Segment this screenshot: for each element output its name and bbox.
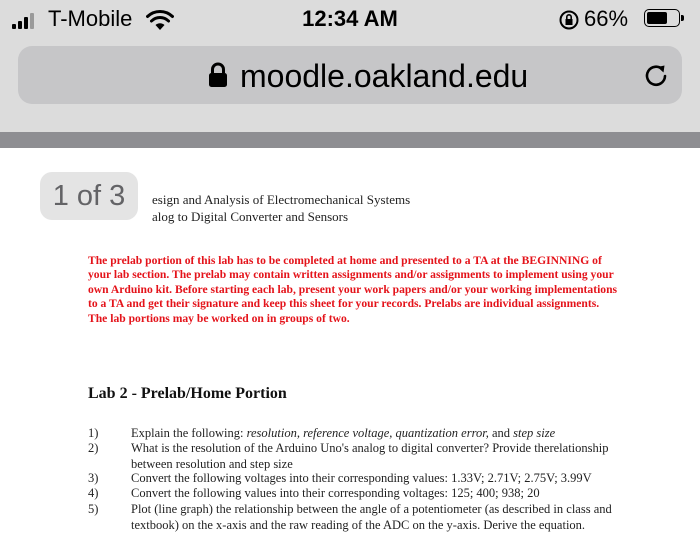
course-title: esign and Analysis of Electromechanical Systems bbox=[152, 192, 411, 207]
battery-percentage: 66% bbox=[584, 6, 629, 31]
item-text: and bbox=[488, 426, 514, 440]
status-bar bbox=[0, 0, 700, 40]
item-terms: step size bbox=[513, 426, 556, 440]
list-item: Convert the following values into their corresponding voltages: 125; 400; 938; 20 bbox=[131, 486, 540, 500]
url-text[interactable]: moodle.oakland.edu bbox=[240, 58, 529, 94]
item-number: 5) bbox=[88, 502, 99, 516]
clock-time: 12:34 AM bbox=[302, 6, 398, 31]
lock-icon bbox=[208, 62, 228, 88]
orientation-lock-icon bbox=[558, 9, 580, 31]
lab-subtitle: alog to Digital Converter and Sensors bbox=[152, 209, 349, 224]
prelab-notice: The prelab portion of this lab has to be completed at home and presented to a TA at the BEGINNING of your lab section. The prelab may contain written assignments and/or assignments to implement using your own Arduino kit. Before starting each lab, present your work papers and/or your working implementations to a TA and get their signature and keep this sheet for your records. Prelabs are individual assignments. The lab portions may be worked on in groups of two. bbox=[88, 254, 618, 325]
item-number: 2) bbox=[88, 441, 99, 455]
toolbar-divider bbox=[0, 132, 700, 148]
list-item bbox=[131, 426, 651, 442]
browser-toolbar bbox=[0, 40, 700, 132]
list-item: Plot (line graph) the relationship between the angle of a potentiometer (as described in class and textbook) on the x-axis and the raw reading of the ADC on the y-axis. Derive the equation. bbox=[131, 502, 612, 532]
battery-icon bbox=[644, 9, 684, 29]
item-number: 1) bbox=[88, 426, 99, 440]
lab-title: Lab 2 - Prelab/Home Portion bbox=[88, 385, 287, 402]
carrier-name: T-Mobile bbox=[48, 6, 133, 31]
item-text: Explain the following: bbox=[131, 426, 247, 440]
item-terms: resolution, reference voltage, quantization error, bbox=[246, 426, 489, 440]
address-bar[interactable] bbox=[18, 46, 682, 104]
item-number: 3) bbox=[88, 471, 99, 485]
page-indicator: 1 of 3 bbox=[40, 172, 138, 220]
reload-icon[interactable] bbox=[642, 61, 670, 89]
list-item: What is the resolution of the Arduino Uno's analog to digital converter? Provide therelationship between resolution and step size bbox=[131, 441, 609, 471]
item-number: 4) bbox=[88, 486, 99, 500]
list-item: Convert the following voltages into their corresponding values: 1.33V; 2.71V; 2.75V; 3.99V bbox=[131, 471, 592, 485]
